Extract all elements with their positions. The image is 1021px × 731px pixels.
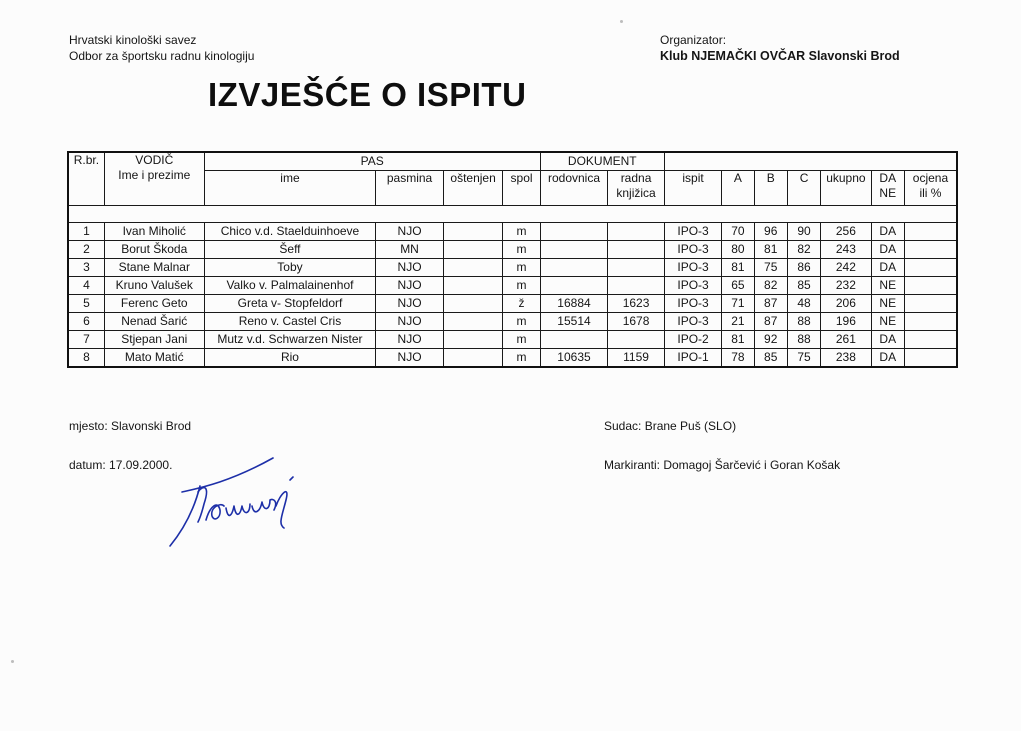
cell-c: 48 <box>787 295 820 313</box>
cell-a: 65 <box>722 277 754 295</box>
cell-ukupno: 242 <box>821 259 871 277</box>
cell-vodic: Ivan Miholić <box>104 223 204 241</box>
col-b: B <box>754 171 787 206</box>
spacer-row <box>68 206 957 223</box>
cell-rbr: 4 <box>68 277 104 295</box>
cell-ispit: IPO-3 <box>664 295 722 313</box>
cell-rodovnica <box>540 331 608 349</box>
cell-spol: m <box>503 241 540 259</box>
cell-da-ne: DA <box>871 241 904 259</box>
cell-dog-name: Reno v. Castel Cris <box>204 313 376 331</box>
cell-rbr: 5 <box>68 295 104 313</box>
cell-rbr: 6 <box>68 313 104 331</box>
cell-c: 75 <box>787 349 820 368</box>
results-table <box>67 151 958 368</box>
committee-name: Odbor za športsku radnu kinologiju <box>69 49 255 63</box>
cell-rodovnica: 15514 <box>540 313 608 331</box>
cell-ukupno: 206 <box>821 295 871 313</box>
table-row <box>68 349 957 368</box>
cell-pasmina: NJO <box>376 349 444 368</box>
cell-ocjena <box>904 223 957 241</box>
cell-ostenjen <box>443 277 503 295</box>
cell-a: 71 <box>722 295 754 313</box>
cell-knjizica <box>608 223 665 241</box>
cell-spol: m <box>503 349 540 368</box>
cell-rbr: 1 <box>68 223 104 241</box>
organizer-header <box>660 32 900 64</box>
cell-rbr: 3 <box>68 259 104 277</box>
cell-b: 81 <box>754 241 787 259</box>
col-da-ne <box>871 171 904 206</box>
cell-da-ne: NE <box>871 295 904 313</box>
cell-b: 92 <box>754 331 787 349</box>
cell-b: 96 <box>754 223 787 241</box>
cell-da-ne: DA <box>871 223 904 241</box>
judge: Sudac: Brane Puš (SLO) <box>604 419 737 433</box>
cell-rodovnica: 16884 <box>540 295 608 313</box>
cell-knjizica <box>608 259 665 277</box>
cell-da-ne: NE <box>871 277 904 295</box>
col-vodic <box>104 152 204 206</box>
cell-ocjena <box>904 277 957 295</box>
cell-rodovnica <box>540 241 608 259</box>
cell-ukupno: 256 <box>821 223 871 241</box>
col-radna-knjizica <box>608 171 665 206</box>
col-ocjena <box>904 171 957 206</box>
cell-ispit: IPO-3 <box>664 241 722 259</box>
cell-b: 75 <box>754 259 787 277</box>
cell-ispit: IPO-3 <box>664 223 722 241</box>
col-c: C <box>787 171 820 206</box>
signature-stroke <box>252 499 276 511</box>
col-pasmina: pasmina <box>376 171 444 206</box>
cell-rodovnica: 10635 <box>540 349 608 368</box>
cell-dog-name: Chico v.d. Staelduinhoeve <box>204 223 376 241</box>
col-rbr: R.br. <box>68 152 104 206</box>
date: datum: 17.09.2000. <box>69 458 173 472</box>
cell-pasmina: NJO <box>376 331 444 349</box>
cell-a: 78 <box>722 349 754 368</box>
cell-ispit: IPO-3 <box>664 259 722 277</box>
signature-stroke <box>198 488 206 522</box>
cell-spol: m <box>503 259 540 277</box>
cell-spol: m <box>503 223 540 241</box>
col-ime: ime <box>204 171 376 206</box>
table-row <box>68 313 957 331</box>
col-knjizica-label: knjižica <box>616 186 656 200</box>
cell-a: 80 <box>722 241 754 259</box>
col-ili-label: ili % <box>919 186 942 200</box>
cell-dog-name: Rio <box>204 349 376 368</box>
signature-stroke <box>290 477 293 480</box>
cell-ispit: IPO-3 <box>664 277 722 295</box>
cell-dog-name: Valko v. Palmalainenhof <box>204 277 376 295</box>
cell-da-ne: NE <box>871 313 904 331</box>
handwritten-signature <box>160 450 310 550</box>
cell-vodic: Nenad Šarić <box>104 313 204 331</box>
cell-ostenjen <box>443 223 503 241</box>
table-row <box>68 241 957 259</box>
cell-ukupno: 238 <box>821 349 871 368</box>
col-da-label: DA <box>879 171 897 185</box>
cell-da-ne: DA <box>871 349 904 368</box>
cell-c: 88 <box>787 331 820 349</box>
table-row <box>68 259 957 277</box>
cell-pasmina: NJO <box>376 259 444 277</box>
col-ne-label: NE <box>879 186 897 200</box>
col-group-pas: PAS <box>204 152 540 171</box>
col-vodic-sub: Ime i prezime <box>118 168 191 182</box>
col-radna-label: radna <box>620 171 652 185</box>
cell-vodic: Stjepan Jani <box>104 331 204 349</box>
cell-ostenjen <box>443 331 503 349</box>
cell-vodic: Stane Malnar <box>104 259 204 277</box>
cell-c: 82 <box>787 241 820 259</box>
cell-b: 87 <box>754 295 787 313</box>
cell-ocjena <box>904 241 957 259</box>
col-group-dokument: DOKUMENT <box>540 152 664 171</box>
cell-ispit: IPO-2 <box>664 331 722 349</box>
cell-ostenjen <box>443 241 503 259</box>
cell-rodovnica <box>540 259 608 277</box>
cell-ukupno: 196 <box>821 313 871 331</box>
cell-ocjena <box>904 349 957 368</box>
cell-b: 82 <box>754 277 787 295</box>
cell-spol: m <box>503 331 540 349</box>
cell-a: 81 <box>722 331 754 349</box>
markers: Markiranti: Domagoj Šarčević i Goran Košak <box>604 458 841 472</box>
col-ukupno: ukupno <box>821 171 871 206</box>
signature-stroke <box>182 458 273 492</box>
cell-a: 21 <box>722 313 754 331</box>
cell-da-ne: DA <box>871 331 904 349</box>
cell-rodovnica <box>540 223 608 241</box>
cell-rodovnica <box>540 277 608 295</box>
organizer-label: Organizator: <box>660 33 727 47</box>
page-title: IZVJEŠĆE O ISPITU <box>208 76 527 113</box>
cell-pasmina: NJO <box>376 277 444 295</box>
cell-dog-name: Šeff <box>204 241 376 259</box>
col-ocjena-label: ocjena <box>912 171 949 185</box>
cell-dog-name: Greta v- Stopfeldorf <box>204 295 376 313</box>
cell-ostenjen <box>443 295 503 313</box>
spacer-cell <box>68 206 957 223</box>
cell-ocjena <box>904 331 957 349</box>
table-header-row-1 <box>68 152 957 171</box>
federation-name: Hrvatski kinološki savez <box>69 33 197 47</box>
col-a: A <box>722 171 754 206</box>
cell-b: 85 <box>754 349 787 368</box>
col-spol: spol <box>503 171 540 206</box>
col-rodovnica: rodovnica <box>540 171 608 206</box>
cell-ocjena <box>904 295 957 313</box>
table-row <box>68 331 957 349</box>
signature-stroke <box>226 504 250 515</box>
cell-vodic: Mato Matić <box>104 349 204 368</box>
cell-rbr: 2 <box>68 241 104 259</box>
cell-knjizica <box>608 331 665 349</box>
cell-ostenjen <box>443 349 503 368</box>
cell-ocjena <box>904 313 957 331</box>
cell-rbr: 8 <box>68 349 104 368</box>
cell-a: 70 <box>722 223 754 241</box>
signature-stroke <box>170 486 200 546</box>
cell-pasmina: NJO <box>376 295 444 313</box>
col-group-empty <box>664 152 957 171</box>
table-row <box>68 223 957 241</box>
cell-spol: m <box>503 277 540 295</box>
signature-stroke <box>206 505 224 520</box>
cell-spol: m <box>503 313 540 331</box>
table-row <box>68 295 957 313</box>
cell-a: 81 <box>722 259 754 277</box>
cell-ocjena <box>904 259 957 277</box>
federation-header <box>69 32 254 64</box>
cell-ostenjen <box>443 313 503 331</box>
cell-pasmina: NJO <box>376 223 444 241</box>
cell-ukupno: 232 <box>821 277 871 295</box>
cell-ispit: IPO-1 <box>664 349 722 368</box>
paper-speck <box>620 20 623 23</box>
col-ispit: ispit <box>664 171 722 206</box>
organizer-name: Klub NJEMAČKI OVČAR Slavonski Brod <box>660 49 900 63</box>
cell-knjizica: 1159 <box>608 349 665 368</box>
cell-c: 88 <box>787 313 820 331</box>
cell-knjizica: 1678 <box>608 313 665 331</box>
cell-vodic: Borut Škoda <box>104 241 204 259</box>
col-ostenjen: oštenjen <box>443 171 503 206</box>
cell-pasmina: MN <box>376 241 444 259</box>
cell-knjizica <box>608 241 665 259</box>
cell-c: 90 <box>787 223 820 241</box>
cell-vodic: Ferenc Geto <box>104 295 204 313</box>
cell-b: 87 <box>754 313 787 331</box>
cell-dog-name: Toby <box>204 259 376 277</box>
cell-da-ne: DA <box>871 259 904 277</box>
cell-ukupno: 261 <box>821 331 871 349</box>
cell-c: 86 <box>787 259 820 277</box>
table-row <box>68 277 957 295</box>
signature-stroke <box>276 492 287 528</box>
cell-ukupno: 243 <box>821 241 871 259</box>
cell-ispit: IPO-3 <box>664 313 722 331</box>
place: mjesto: Slavonski Brod <box>69 419 192 433</box>
cell-pasmina: NJO <box>376 313 444 331</box>
paper-speck <box>11 660 14 663</box>
cell-ostenjen <box>443 259 503 277</box>
cell-knjizica <box>608 277 665 295</box>
cell-knjizica: 1623 <box>608 295 665 313</box>
cell-vodic: Kruno Valušek <box>104 277 204 295</box>
col-vodic-label: VODIČ <box>135 153 174 167</box>
cell-dog-name: Mutz v.d. Schwarzen Nister <box>204 331 376 349</box>
cell-rbr: 7 <box>68 331 104 349</box>
cell-c: 85 <box>787 277 820 295</box>
cell-spol: ž <box>503 295 540 313</box>
